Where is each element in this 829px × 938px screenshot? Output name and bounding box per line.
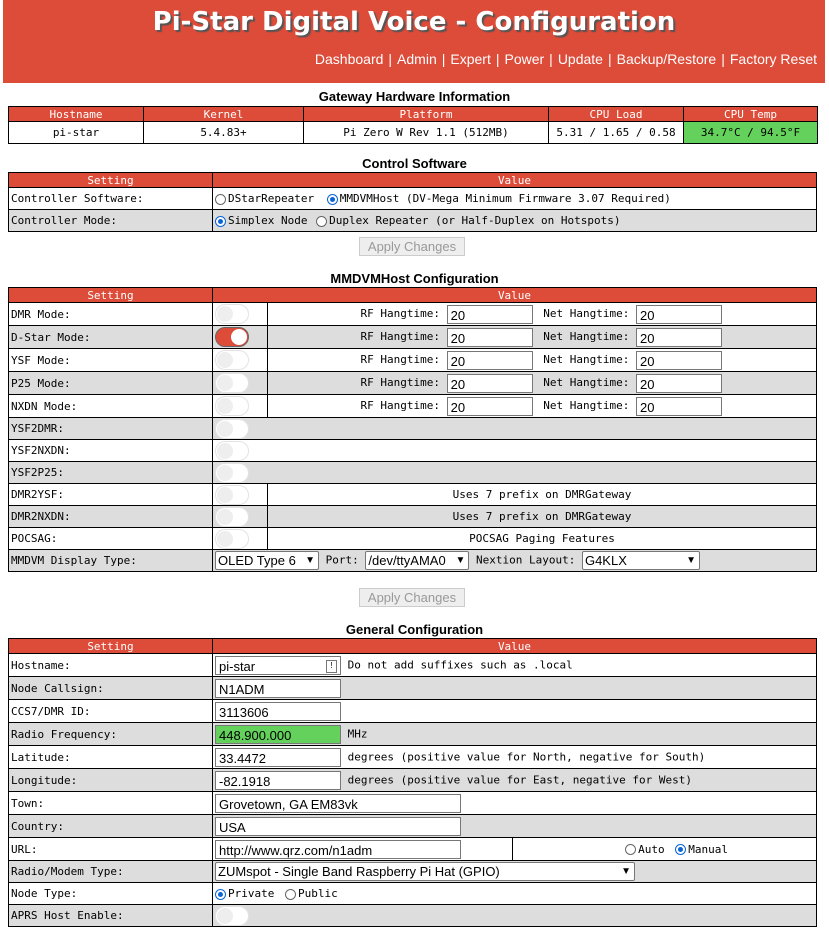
hw-header-platform: Platform	[304, 107, 549, 122]
mmdvm-header-setting: Setting	[9, 288, 213, 303]
controller-software-label: Controller Software:	[9, 188, 213, 210]
general-header-setting: Setting	[9, 639, 213, 654]
ysf-net-hangtime-input[interactable]: 20	[636, 351, 722, 370]
longitude-label: Longitude:	[9, 769, 213, 792]
hw-platform: Pi Zero W Rev 1.1 (512MB)	[304, 122, 549, 144]
nav-admin[interactable]: Admin	[397, 51, 437, 67]
latitude-label: Latitude:	[9, 746, 213, 769]
controller-mode-label: Controller Mode:	[9, 210, 213, 232]
page-title: Pi-Star Digital Voice - Configuration	[152, 7, 676, 37]
hardware-section-title: Gateway Hardware Information	[318, 89, 511, 104]
hw-header-cpu-temp: CPU Temp	[684, 107, 818, 122]
radio-duplex-repeater[interactable]	[316, 216, 327, 227]
hw-header-hostname: Hostname	[9, 107, 144, 122]
hostname-note: Do not add suffixes such as .local	[347, 658, 573, 671]
mode-label: P25 Mode:	[9, 372, 213, 395]
longitude-input[interactable]: -82.1918	[215, 771, 341, 790]
mmdvm-section-title: MMDVMHost Configuration	[330, 271, 499, 286]
chevron-down-icon: ▼	[621, 866, 631, 877]
node-type-label: Node Type:	[9, 883, 213, 905]
mode-label: D-Star Mode:	[9, 326, 213, 349]
radio-dstarrepeater[interactable]	[215, 194, 226, 205]
hw-header-cpu-load: CPU Load	[549, 107, 684, 122]
url-label: URL:	[9, 838, 213, 861]
cross-mode-label: YSF2NXDN:	[9, 440, 213, 462]
apply-changes-button[interactable]: Apply Changes	[359, 588, 465, 607]
dmr-id-input[interactable]: 3113606	[215, 702, 341, 721]
display-port-select[interactable]: /dev/ttyAMA0 ▼	[365, 551, 469, 570]
cross-mode-label: YSF2DMR:	[9, 418, 213, 440]
ysf2p25-toggle[interactable]	[215, 463, 249, 483]
dmr-rf-hangtime-input[interactable]: 20	[447, 305, 533, 324]
cross-mode-label: DMR2NXDN:	[9, 506, 213, 528]
nxdn-mode-toggle[interactable]	[215, 396, 249, 416]
p25-net-hangtime-input[interactable]: 20	[636, 374, 722, 393]
frequency-label: Radio Frequency:	[9, 723, 213, 746]
nav-update[interactable]: Update	[557, 51, 603, 67]
ysf2nxdn-toggle[interactable]	[215, 441, 249, 461]
radio-mmdvmhost[interactable]	[327, 194, 338, 205]
dmr2ysf-toggle[interactable]	[215, 485, 249, 505]
dstar-rf-hangtime-input[interactable]: 20	[447, 328, 533, 347]
url-input[interactable]: http://www.qrz.com/n1adm	[215, 840, 461, 859]
dmr2nxdn-toggle[interactable]	[215, 507, 249, 527]
control-header-value: Value	[213, 173, 817, 188]
password-manager-icon: !	[326, 660, 337, 673]
control-header-setting: Setting	[9, 173, 213, 188]
ysf-rf-hangtime-input[interactable]: 20	[447, 351, 533, 370]
mmdvm-table: Setting Value DMR Mode: RF Hangtime: 20 Net Hangtime: 20 D-Star Mode: RF Hangtime: 20 Net Hangtime: 20 YSF Mode: RF Hangtime: 20 Net Hangtime: 20 P25 Mode: RF Hangtime: 20 Net Hangtime: 20 NXDN Mode: RF Hangtime: 20 Net Hangtime: 20 YSF2DMR: YSF2NXDN: YSF2P25: DMR2YSF: Uses 7 prefix on DMRGateway DMR2NXDN: Uses 7 prefix on DMRGateway POCSAG: POCSAG Paging Features MMDVM Display Type: OLED Type 6 ▼ Port: /dev/ttyAMA0 ▼ Nextion Layout: G4KLX ▼	[8, 287, 817, 572]
chevron-down-icon: ▼	[686, 555, 696, 566]
control-table: Setting Value Controller Software: DStarRepeater MMDVMHost (DV-Mega Minimum Firmware 3.07 Required) Controller Mode: Simplex Node Duplex Repeater (or Half-Duplex on Hotspots)	[8, 172, 817, 232]
frequency-input[interactable]: 448.900.000	[215, 725, 341, 744]
ysf-mode-toggle[interactable]	[215, 350, 249, 370]
pocsag-toggle[interactable]	[215, 529, 249, 549]
nav-factory-reset[interactable]: Factory Reset	[729, 51, 817, 67]
top-nav: Dashboard | Admin | Expert | Power | Update | Backup/Restore | Factory Reset	[314, 51, 817, 67]
nav-power[interactable]: Power	[504, 51, 545, 67]
cross-mode-label: POCSAG:	[9, 528, 213, 550]
dmr-id-label: CCS7/DMR ID:	[9, 700, 213, 723]
hw-kernel: 5.4.83+	[144, 122, 304, 144]
callsign-input[interactable]: N1ADM	[215, 679, 341, 698]
hw-cpu-temp: 34.7°C / 94.5°F	[684, 122, 818, 144]
country-input[interactable]: USA	[215, 817, 461, 836]
apply-changes-button[interactable]: Apply Changes	[359, 237, 465, 256]
display-type-label: MMDVM Display Type:	[9, 550, 213, 572]
p25-rf-hangtime-input[interactable]: 20	[447, 374, 533, 393]
node-type-public-radio[interactable]	[285, 889, 296, 900]
general-header-value: Value	[213, 639, 817, 654]
mode-label: YSF Mode:	[9, 349, 213, 372]
dmr2nxdn-note: Uses 7 prefix on DMRGateway	[268, 506, 817, 528]
nxdn-net-hangtime-input[interactable]: 20	[636, 397, 722, 416]
mode-label: NXDN Mode:	[9, 395, 213, 418]
chevron-down-icon: ▼	[305, 555, 315, 566]
hw-cpu-load: 5.31 / 1.65 / 0.58	[549, 122, 684, 144]
dmr2ysf-note: Uses 7 prefix on DMRGateway	[268, 484, 817, 506]
town-label: Town:	[9, 792, 213, 815]
modem-type-select[interactable]: ZUMspot - Single Band Raspberry Pi Hat (GPIO) ▼	[215, 862, 635, 881]
ysf2dmr-toggle[interactable]	[215, 419, 249, 439]
hw-hostname: pi-star	[9, 122, 144, 144]
cross-mode-label: DMR2YSF:	[9, 484, 213, 506]
hardware-table	[8, 106, 818, 144]
hostname-label: Hostname:	[9, 654, 213, 677]
nav-backup-restore[interactable]: Backup/Restore	[616, 51, 717, 67]
dmr-mode-toggle[interactable]	[215, 304, 249, 324]
nxdn-rf-hangtime-input[interactable]: 20	[447, 397, 533, 416]
cross-mode-label: YSF2P25:	[9, 462, 213, 484]
chevron-down-icon: ▼	[455, 555, 466, 566]
nav-expert[interactable]: Expert	[450, 51, 491, 67]
page-header	[3, 0, 825, 83]
radio-simplex-node[interactable]	[215, 216, 226, 227]
mmdvm-header-value: Value	[213, 288, 817, 303]
mode-label: DMR Mode:	[9, 303, 213, 326]
town-input[interactable]: Grovetown, GA EM83vk	[215, 794, 461, 813]
dstar-net-hangtime-input[interactable]: 20	[636, 328, 722, 347]
control-section-title: Control Software	[362, 156, 467, 171]
country-label: Country:	[9, 815, 213, 838]
aprs-host-label: APRS Host Enable:	[9, 905, 213, 927]
p25-mode-toggle[interactable]	[215, 373, 249, 393]
callsign-label: Node Callsign:	[9, 677, 213, 700]
url-auto-radio[interactable]	[625, 844, 636, 855]
aprs-host-toggle[interactable]	[215, 906, 249, 926]
pocsag-note: POCSAG Paging Features	[268, 528, 817, 550]
display-type-select[interactable]: OLED Type 6 ▼	[215, 551, 319, 570]
nav-dashboard[interactable]: Dashboard	[314, 51, 384, 67]
url-manual-radio[interactable]	[675, 844, 686, 855]
modem-type-label: Radio/Modem Type:	[9, 861, 213, 883]
hw-header-kernel: Kernel	[144, 107, 304, 122]
nextion-layout-select[interactable]: G4KLX ▼	[582, 551, 700, 570]
node-type-private-radio[interactable]	[215, 889, 226, 900]
general-table: Setting Value Hostname: pi-star ! Do not add suffixes such as .local Node Callsign: N1ADM CCS7/DMR ID: 3113606 Radio Frequency: 448.900.000 MHz Latitude: 33.4472 degrees (positive value for North, negative for South) Longitude: -82.1918 degrees (positive value for East, negative for West) Town: Grovetown, GA EM83vk Country: USA URL: http://www.qrz.com/n1adm Auto Manual Radio/Modem Type: ZUMspot - Single Band Raspberry Pi Hat (GPIO) ▼ Node Type: Private Public APRS Host Enable:	[8, 638, 817, 927]
general-section-title: General Configuration	[345, 622, 484, 637]
dstar-mode-toggle[interactable]	[215, 327, 249, 347]
latitude-input[interactable]: 33.4472	[215, 748, 341, 767]
hostname-input[interactable]: pi-star !	[215, 656, 341, 675]
dmr-net-hangtime-input[interactable]: 20	[636, 305, 722, 324]
